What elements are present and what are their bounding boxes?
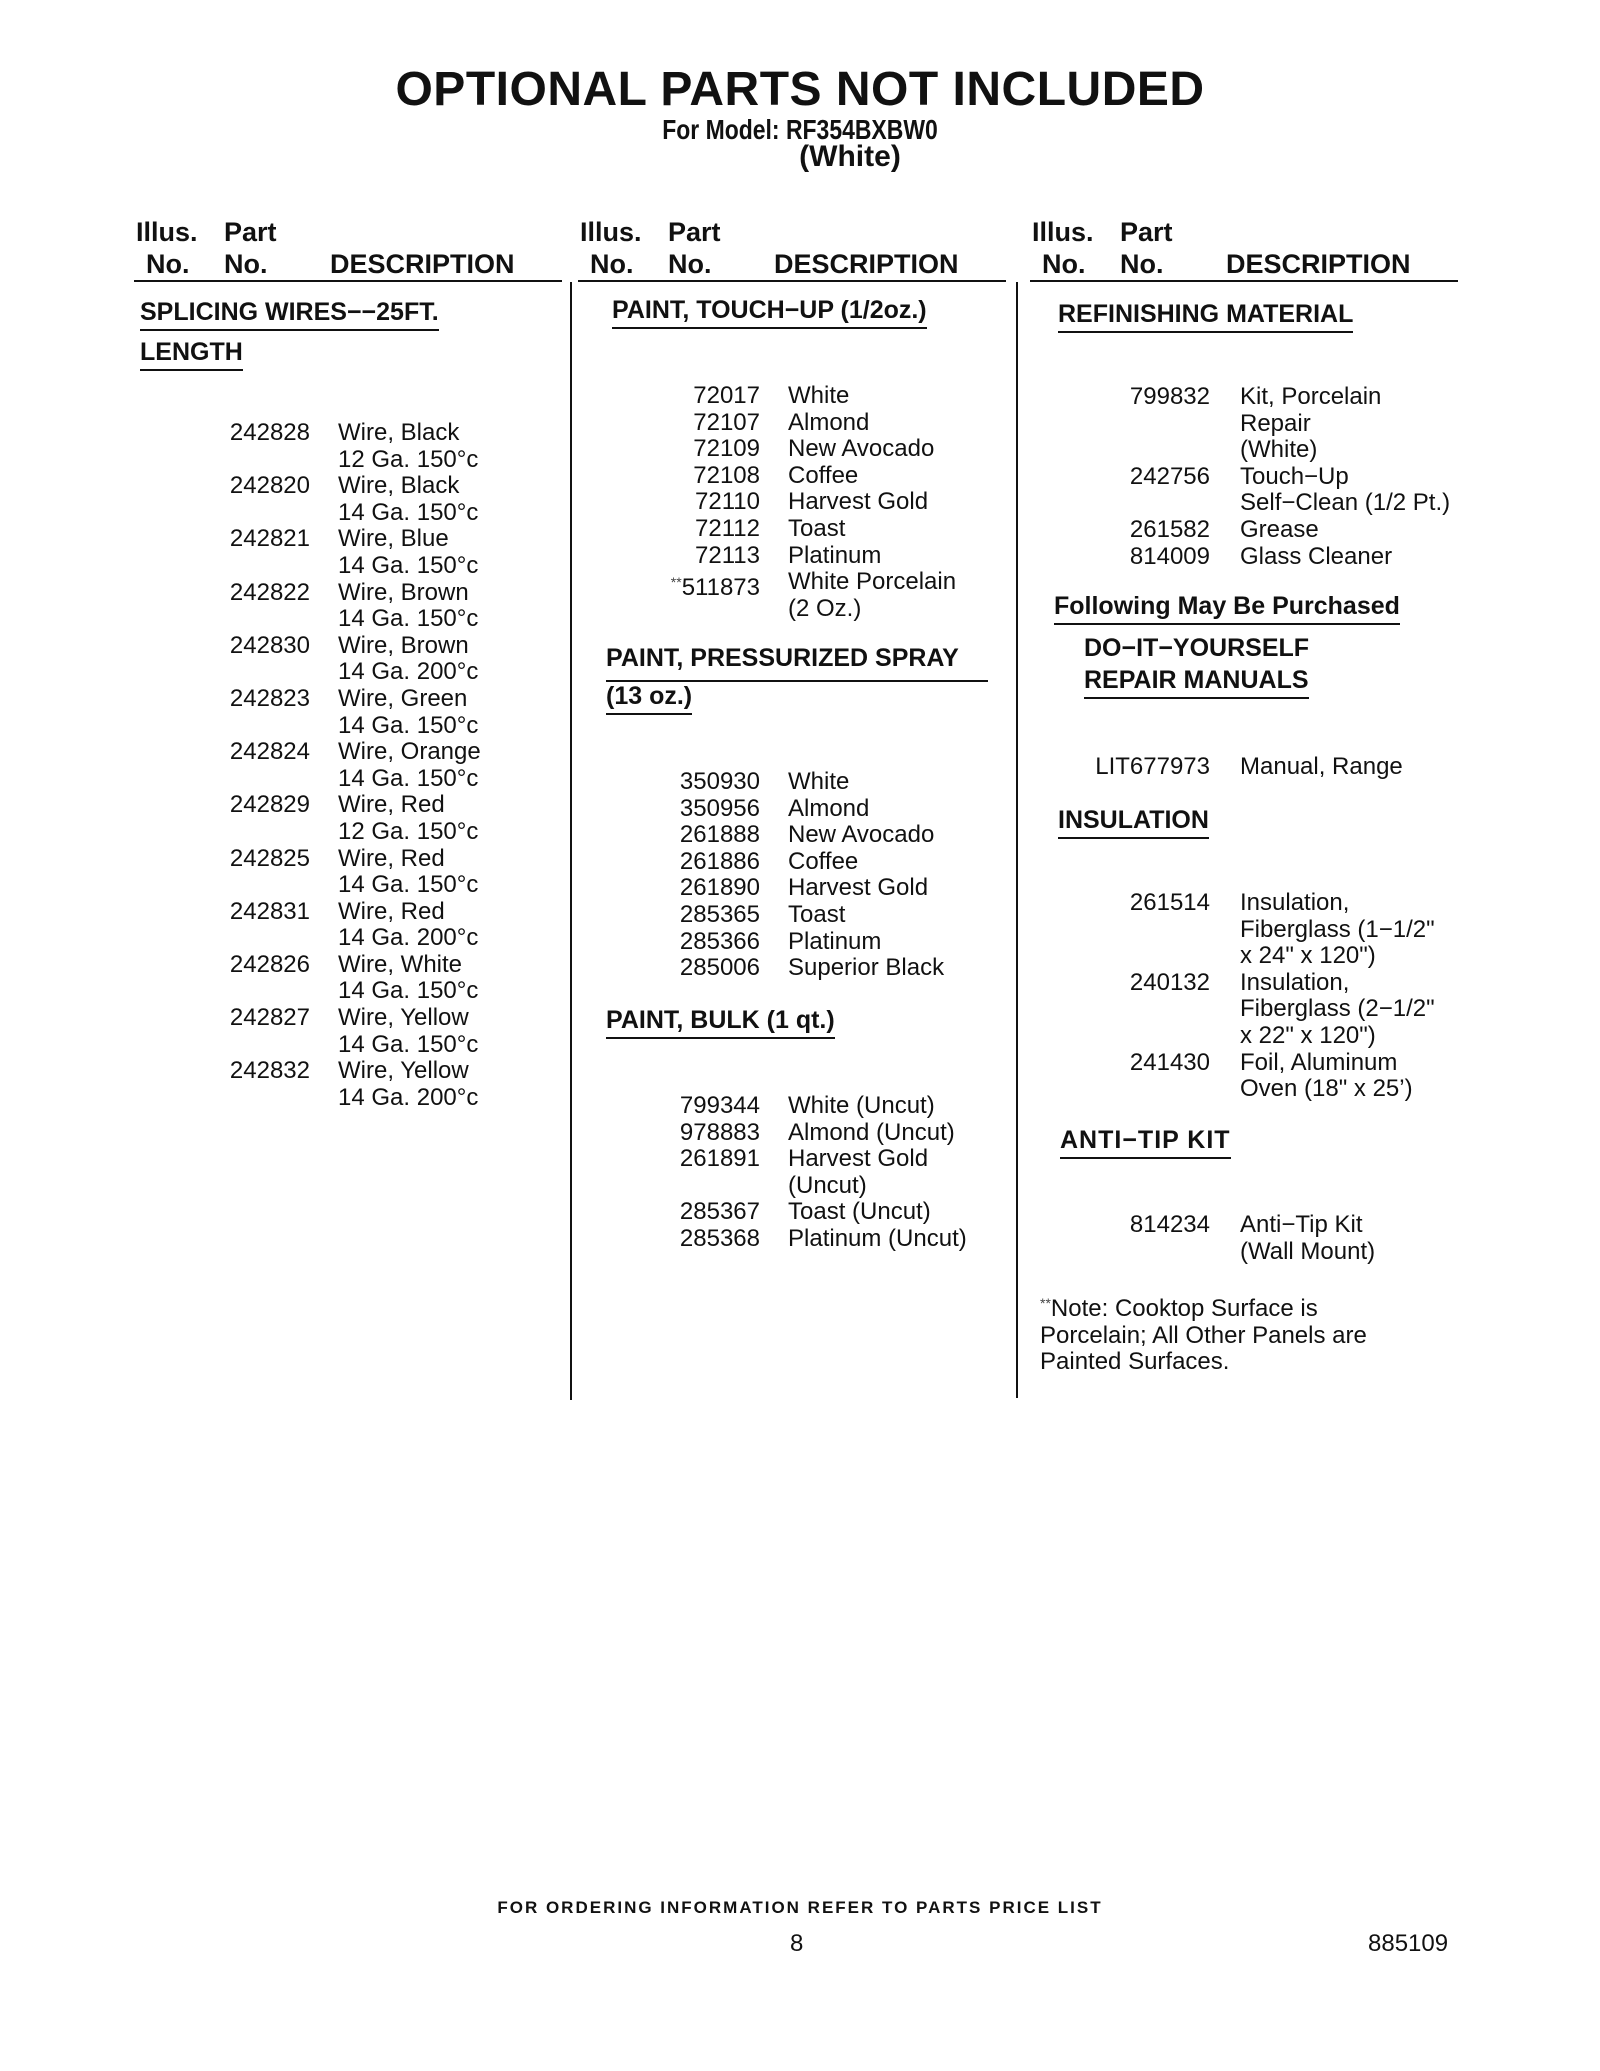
header-rule — [578, 280, 1006, 282]
part-number — [200, 1058, 310, 1085]
part-number — [650, 822, 760, 849]
part-description: Wire, Black — [338, 472, 460, 500]
list-item — [1100, 464, 1480, 517]
section-title-bulk: PAINT, BULK (1 qt.) — [606, 1006, 835, 1039]
ordering-info: FOR ORDERING INFORMATION REFER TO PARTS PRICE LIST — [497, 1898, 1103, 1917]
part-description: (2 Oz.) — [788, 594, 862, 622]
list-item — [650, 463, 1010, 490]
part-description: Manual, Range — [1240, 753, 1403, 780]
part-description: Touch−Up — [1240, 462, 1349, 490]
part-number-text: 261514 — [1129, 889, 1210, 916]
list-item — [200, 526, 560, 579]
color-line: (White) — [799, 140, 901, 173]
list-item — [200, 899, 560, 952]
list-item — [650, 769, 1010, 796]
part-number — [650, 1199, 760, 1226]
part-number — [650, 383, 760, 410]
list-item — [200, 1058, 560, 1111]
part-description: Harvest Gold — [788, 488, 929, 516]
part-description: Glass Cleaner — [1240, 542, 1393, 570]
part-description: Wire, Green — [338, 684, 468, 712]
section-title-diy: DO−IT−YOURSELF — [1084, 634, 1310, 662]
part-description: Harvest Gold — [788, 874, 929, 902]
description-label: DESCRIPTION — [774, 249, 959, 279]
list-item — [650, 1199, 1010, 1226]
part-number-text: 261582 — [1129, 515, 1210, 543]
no-label: No. — [146, 249, 190, 279]
part-description: Harvest Gold — [788, 1145, 929, 1173]
part-number-text: 242828 — [229, 419, 310, 446]
no-label: No. — [1120, 249, 1164, 279]
part-number-text: 72113 — [695, 541, 760, 569]
column-divider — [1016, 282, 1018, 1398]
part-description: Toast — [788, 514, 846, 542]
list-item — [200, 846, 560, 899]
section-title-following: Following May Be Purchased — [1054, 592, 1400, 625]
illus-label: Illus. — [136, 217, 198, 247]
section-title-length: LENGTH — [140, 338, 243, 371]
header-rule — [134, 280, 562, 282]
list-item — [650, 929, 1010, 956]
part-description: New Avocado — [788, 435, 935, 463]
part-description: Kit, Porcelain — [1240, 383, 1382, 410]
part-number-text: 978883 — [679, 1118, 760, 1146]
list-item — [200, 739, 560, 792]
no-label: No. — [590, 249, 634, 279]
list-item — [200, 633, 560, 686]
note-line: Note: Cooktop Surface is — [1050, 1295, 1318, 1322]
part-number — [650, 955, 760, 982]
list-item — [1060, 754, 1460, 781]
part-number — [1100, 464, 1210, 491]
part-number — [200, 739, 310, 766]
part-description: Fiberglass (2−1/2" — [1240, 995, 1435, 1023]
part-number — [650, 410, 760, 437]
part-description: 14 Ga. 150°c — [338, 764, 479, 792]
part-description: Fiberglass (1−1/2" — [1240, 915, 1435, 943]
note-line: Painted Surfaces. — [1040, 1348, 1230, 1376]
part-number-text: 242827 — [229, 1004, 310, 1032]
part-description: 14 Ga. 150°c — [338, 977, 479, 1005]
list-item — [1100, 970, 1480, 1050]
list-item — [650, 849, 1010, 876]
part-description: Almond — [788, 408, 870, 436]
part-description: Wire, Brown — [338, 631, 469, 659]
illus-label: Illus. — [580, 217, 642, 247]
part-description: Repair — [1240, 409, 1311, 437]
list-item — [650, 822, 1010, 849]
part-number-text: 814234 — [1129, 1211, 1210, 1238]
part-label: Part — [224, 217, 277, 247]
part-number-text: 261890 — [679, 874, 760, 902]
part-number — [1100, 970, 1210, 997]
part-description: Insulation, — [1240, 889, 1350, 916]
part-number-text: 242832 — [229, 1057, 310, 1085]
section-title-antitip: ANTI−TIP KIT — [1060, 1126, 1231, 1159]
part-number — [650, 929, 760, 956]
part-description: White — [788, 382, 850, 409]
part-number-text: 350956 — [679, 794, 760, 822]
part-number-text: 285366 — [679, 927, 760, 955]
part-description: 14 Ga. 200°c — [338, 658, 479, 686]
part-number-text: 242825 — [229, 844, 310, 872]
part-number-text: 261891 — [679, 1145, 760, 1173]
part-description: Wire, Orange — [338, 738, 481, 766]
part-number-text: 285006 — [679, 954, 760, 982]
refinishing-list — [1100, 384, 1480, 570]
part-description: Foil, Aluminum — [1240, 1048, 1398, 1076]
part-description: Toast (Uncut) — [788, 1198, 931, 1226]
bulk-paint-list — [650, 1093, 1010, 1253]
part-number — [200, 899, 310, 926]
list-item — [650, 383, 1010, 410]
part-number — [650, 516, 760, 543]
header-rule — [1030, 280, 1458, 282]
part-number — [650, 875, 760, 902]
part-number — [650, 796, 760, 823]
part-number-text: 72108 — [693, 461, 760, 489]
part-number — [200, 580, 310, 607]
part-number — [200, 686, 310, 713]
asterisk-mark: ** — [670, 574, 682, 591]
part-number — [650, 1093, 760, 1120]
part-description: Grease — [1240, 515, 1319, 543]
list-item — [650, 436, 1010, 463]
part-number — [200, 633, 310, 660]
list-item — [200, 792, 560, 845]
part-number-text: 241430 — [1129, 1048, 1210, 1076]
part-description: Insulation, — [1240, 968, 1350, 996]
list-item — [650, 1146, 1010, 1199]
list-item — [650, 796, 1010, 823]
part-number-text: 242824 — [229, 738, 310, 766]
part-description: (Wall Mount) — [1240, 1237, 1376, 1265]
part-number-text: 242829 — [229, 791, 310, 819]
section-title-spray-size: (13 oz.) — [606, 682, 692, 715]
part-description: Platinum (Uncut) — [788, 1224, 967, 1252]
list-item — [650, 569, 1010, 622]
section-title-splicing: SPLICING WIRES−−25FT. — [140, 298, 439, 331]
part-number — [650, 849, 760, 876]
part-description: 14 Ga. 150°c — [338, 498, 479, 526]
part-number-text: 72112 — [695, 514, 760, 542]
no-label: No. — [1042, 249, 1086, 279]
part-description: Coffee — [788, 461, 859, 489]
section-title-insulation: INSULATION — [1058, 806, 1209, 839]
part-number — [1100, 384, 1210, 411]
section-title-refinishing: REFINISHING MATERIAL — [1058, 300, 1353, 333]
list-item — [1100, 384, 1480, 464]
part-number-text: 261888 — [679, 821, 760, 849]
part-number-text: 242756 — [1129, 462, 1210, 490]
list-item — [650, 955, 1010, 982]
part-number — [650, 489, 760, 516]
part-description: (Uncut) — [788, 1171, 867, 1199]
list-item — [650, 1226, 1010, 1253]
part-number-text: 72107 — [693, 408, 760, 436]
description-label: DESCRIPTION — [1226, 249, 1411, 279]
part-number-text: 511873 — [681, 574, 760, 602]
part-number — [1100, 1050, 1210, 1077]
part-label: Part — [668, 217, 721, 247]
part-description: 14 Ga. 200°c — [338, 924, 479, 952]
part-number — [650, 769, 760, 796]
manuals-list — [1060, 754, 1460, 781]
part-description: 14 Ga. 150°c — [338, 605, 479, 633]
part-description: White Porcelain — [788, 568, 957, 596]
part-number-text: 242820 — [229, 472, 310, 500]
part-number — [650, 902, 760, 929]
part-number-text: 242830 — [229, 631, 310, 659]
list-item — [200, 473, 560, 526]
part-number-text: LIT677973 — [1095, 753, 1210, 780]
part-description: Platinum — [788, 927, 882, 955]
list-item — [200, 420, 560, 473]
list-item — [1100, 890, 1480, 970]
list-item — [200, 686, 560, 739]
part-number-text: 285365 — [679, 900, 760, 928]
part-description: Self−Clean (1/2 Pt.) — [1240, 489, 1451, 517]
part-description: Anti−Tip Kit — [1240, 1211, 1363, 1238]
part-number-text: 799344 — [679, 1092, 760, 1119]
illus-label: Illus. — [1032, 217, 1094, 247]
part-number — [650, 543, 760, 570]
part-description: 14 Ga. 150°c — [338, 871, 479, 899]
part-number-text: 285368 — [679, 1224, 760, 1252]
part-description: 14 Ga. 150°c — [338, 711, 479, 739]
list-item — [650, 489, 1010, 516]
part-description: 14 Ga. 200°c — [338, 1083, 479, 1111]
touchup-paint-list — [650, 383, 1010, 622]
part-number — [200, 1005, 310, 1032]
part-number — [650, 1226, 760, 1253]
part-number-text: 240132 — [1129, 968, 1210, 996]
part-number — [1100, 890, 1210, 917]
part-number — [200, 952, 310, 979]
part-number-text: 72110 — [695, 488, 760, 516]
list-item — [1100, 1212, 1480, 1265]
part-description: 12 Ga. 150°c — [338, 445, 479, 473]
list-item — [200, 580, 560, 633]
part-number — [650, 436, 760, 463]
list-item — [650, 1120, 1010, 1147]
part-description: Wire, Blue — [338, 525, 449, 553]
part-description: 14 Ga. 150°c — [338, 551, 479, 579]
page-number: 8 — [790, 1930, 804, 1957]
part-description: Superior Black — [788, 954, 945, 982]
part-number — [650, 1120, 760, 1147]
part-number-text: 799832 — [1129, 383, 1210, 410]
part-description: x 24" x 120") — [1240, 942, 1376, 970]
list-item — [200, 1005, 560, 1058]
page-title: OPTIONAL PARTS NOT INCLUDED — [395, 63, 1205, 116]
part-description: Wire, Yellow — [338, 1004, 469, 1032]
part-number-text: 242821 — [229, 525, 310, 553]
part-number — [650, 463, 760, 490]
part-description: (White) — [1240, 436, 1318, 464]
list-item — [1100, 1050, 1480, 1103]
part-number — [200, 792, 310, 819]
part-description: Oven (18" x 25’) — [1240, 1075, 1413, 1103]
splicing-wires-list — [200, 420, 560, 1111]
part-description: Almond (Uncut) — [788, 1118, 955, 1146]
document-number: 885109 — [1368, 1930, 1449, 1957]
list-item — [650, 410, 1010, 437]
part-description: x 22" x 120") — [1240, 1021, 1376, 1049]
part-number-text: 242823 — [229, 684, 310, 712]
part-number — [200, 846, 310, 873]
model-line: For Model: RF354BXBW0 — [662, 114, 938, 145]
note-line: Porcelain; All Other Panels are — [1040, 1321, 1367, 1349]
no-label: No. — [668, 249, 712, 279]
part-number — [650, 1146, 760, 1173]
insulation-list — [1100, 890, 1480, 1103]
column-divider — [570, 282, 572, 1400]
part-description: New Avocado — [788, 821, 935, 849]
part-number — [1100, 544, 1210, 571]
list-item — [650, 543, 1010, 570]
section-title-touchup: PAINT, TOUCH−UP (1/2oz.) — [612, 296, 927, 329]
part-description: Wire, Red — [338, 844, 445, 872]
part-number — [200, 473, 310, 500]
list-item — [650, 1093, 1010, 1120]
part-number — [1100, 517, 1210, 544]
part-number-text: 350930 — [679, 768, 760, 795]
part-number — [200, 526, 310, 553]
part-number-text: 285367 — [679, 1198, 760, 1226]
part-description: White — [788, 768, 850, 795]
part-number — [1060, 754, 1210, 781]
part-description: 14 Ga. 150°c — [338, 1030, 479, 1058]
part-description: 12 Ga. 150°c — [338, 817, 479, 845]
note — [1040, 1290, 1460, 1376]
part-description: Wire, Brown — [338, 578, 469, 606]
part-description: Wire, Red — [338, 897, 445, 925]
part-number-text: 72017 — [693, 382, 760, 409]
description-label: DESCRIPTION — [330, 249, 515, 279]
part-number-text: 242822 — [229, 578, 310, 606]
antitip-list — [1100, 1212, 1480, 1265]
part-description: Wire, Yellow — [338, 1057, 469, 1085]
part-label: Part — [1120, 217, 1173, 247]
part-description: White (Uncut) — [788, 1092, 935, 1119]
part-number-text: 72109 — [693, 435, 760, 463]
section-title-manuals: REPAIR MANUALS — [1084, 666, 1309, 699]
no-label: No. — [224, 249, 268, 279]
part-number-text: 242826 — [229, 950, 310, 978]
part-number-text: 242831 — [229, 897, 310, 925]
note-asterisk: ** — [1040, 1295, 1051, 1311]
list-item — [650, 902, 1010, 929]
part-description: Coffee — [788, 847, 859, 875]
part-description: Wire, White — [338, 950, 463, 978]
part-number-text: 261886 — [679, 847, 760, 875]
part-description: Wire, Black — [338, 419, 460, 446]
section-title-spray: PAINT, PRESSURIZED SPRAY — [606, 644, 959, 672]
part-description: Wire, Red — [338, 791, 445, 819]
part-number — [1100, 1212, 1210, 1239]
list-item — [650, 516, 1010, 543]
part-description: Almond — [788, 794, 870, 822]
part-description: Toast — [788, 900, 846, 928]
part-description: Platinum — [788, 541, 882, 569]
part-number — [200, 420, 310, 447]
list-item — [1100, 517, 1480, 544]
part-number — [650, 569, 760, 602]
part-number-text: 814009 — [1129, 542, 1210, 570]
list-item — [650, 875, 1010, 902]
spray-paint-list — [650, 769, 1010, 982]
list-item — [1100, 544, 1480, 571]
list-item — [200, 952, 560, 1005]
